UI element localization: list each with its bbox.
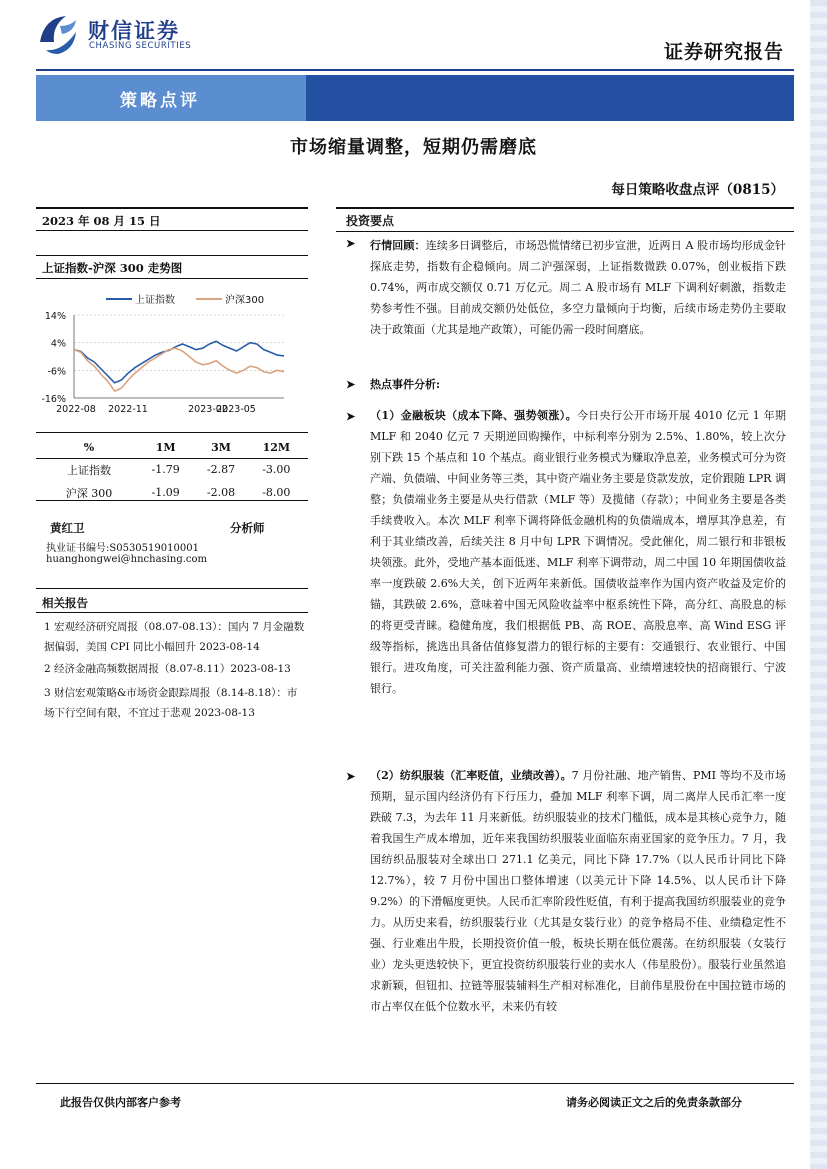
page-edge-strip [810,0,827,1169]
analyst-email: huanghongwei@hnchasing.com [46,554,208,565]
header-divider [36,69,794,71]
table-row [40,458,304,481]
series-line-shanghai-index [74,341,284,383]
table-header-rule [36,458,308,459]
table-cell: 沪深 300 [65,486,113,500]
analyst-certificate: 执业证书编号:S0530519010001 [46,543,199,554]
related-report-item: 1 宏观经济研究周报（08.07-08.13）：国内 7 月金融数据偏弱，美国 CPI 同比小幅回升 2023-08-14 [44,621,305,653]
market-review-paragraph [370,235,786,340]
market-review-text: 连续多日调整后，市场恐慌情绪已初步宣泄，近两日 A 股市场均形成金针探底走势，指数有企稳倾向。周二沪强深弱，上证指数微跌 0.07%，创业板指下跌 0.74%，两市成交额仅 0.71 万亿元。周二 A 股市场有 MLF 下调利好刺激，指数走势参考性不强。目前成交额仍处低位，多空力量倾向于均衡，后续市场走势仍主要取决于政策面（尤其是地产政策），可能仍需一段时间磨底。 [370,239,787,336]
report-category-banner: 策略点评 [120,91,200,111]
bullet-arrow-icon: ➤ [346,237,356,250]
table-header-cell: 1M [155,441,176,454]
table-top-rule [36,432,308,433]
footer-divider [36,1083,794,1084]
market-review-lead: 行情回顾： [370,239,426,252]
y-tick-label: -6% [47,366,66,378]
table-header-cell: 12M [262,441,291,454]
chart-title-rule [36,278,308,279]
footer-disclaimer-right: 请务必阅读正文之后的免责条款部分 [566,1096,742,1109]
table-cell: -1.09 [151,486,180,499]
bullet-arrow-icon: ➤ [346,410,356,423]
legend-label: 沪深300 [225,295,265,306]
chart-title: 上证指数-沪深 300 走势图 [42,261,183,275]
logo-chinese-name: 财信证券 [88,19,180,43]
related-title-rule [36,612,308,613]
bullet-arrow-icon: ➤ [346,378,356,391]
company-logo-icon [36,12,80,56]
table-cell: -8.00 [262,486,291,499]
textile-sector-lead: （2）纺织服装（汇率贬值，业绩改善）。 [370,769,572,782]
table-header-row [40,437,304,458]
analyst-name: 黄红卫 [50,521,85,535]
y-tick-label: 14% [44,311,66,322]
report-date: 2023 年 08 月 15 日 [42,214,161,228]
table-cell: -2.08 [206,486,236,499]
table-cell: -2.87 [206,463,236,476]
table-cell: -3.00 [262,463,291,476]
legend-label: 上证指数 [135,295,175,306]
left-date-rule [36,230,308,231]
series-line-hs300 [74,348,284,391]
report-type-label: 证券研究报告 [663,41,784,63]
left-top-rule [36,207,308,209]
analyst-role: 分析师 [230,521,265,535]
table-bottom-rule [36,500,308,501]
y-tick-label: 4% [50,338,66,350]
chart-top-rule [36,255,308,256]
footer-disclaimer-left: 此报告仅供内部客户参考 [60,1096,181,1109]
index-trend-chart [36,284,308,420]
right-top-rule [336,207,794,209]
table-cell: 上证指数 [67,463,111,477]
right-title-rule [336,231,794,232]
hot-events-title: 热点事件分析: [370,378,441,391]
table-cell: -1.79 [151,463,180,476]
x-tick-label: 2022-08 [56,404,96,415]
textile-sector-paragraph [370,765,786,1017]
x-tick-label: 2022-11 [108,404,148,415]
banner-dark-block [306,75,794,121]
performance-table [40,437,304,504]
logo-english-name: CHASING SECURITIES [89,41,192,51]
table-header-cell: % [83,441,95,454]
finance-sector-paragraph [370,405,786,699]
y-tick-label: -16% [41,394,66,405]
bullet-arrow-icon: ➤ [346,770,356,783]
related-reports-title: 相关报告 [42,596,88,610]
finance-sector-text: 今日央行公开市场开展 4010 亿元 1 年期 MLF 和 2040 亿元 7 天期逆回购操作，中标利率分别为 2.5%、1.80%，较上次分别下跌 15 个基点和 10 个基点。商业银行业务模式为赚取净息差，业务模式可分为资产端、负债端、中间业务等三类，其中资产端业务主要是贷款发放，定价跟随 LPR 调整；负债端业务主要是从央行借款（MLF 等）及揽储（存款）；中间业务主要是各类手续费收入。本次 MLF 利率下调将降低金融机构的负债端成本，增厚其净息差，有利于其业绩改善，后续关注 8 月中旬 LPR 下调情况。受此催化，周二银行和非银板块领涨。此外，受地产基本面低迷、MLF 利率下调带动，周二中国 10 年期国债收益率一度跌破 2.6%大关，创下近两年来新低。国债收益率作为国内资产收益及定价的锚，其跌破 2.6%，意味着中国无风险收益率中枢系统性下降，高分红、高股息的标的将更受青睐。稳健角度，我们根据低 PB、高 ROE、高股息率、高 Wind ESG 评级等指标，挑选出具备估值修复潜力的银行标的主要有：交通银行、农业银行、中国银行。进攻角度，可关注盈利能力强、资产质量高、业绩增速较快的招商银行、宁波银行。 [370,409,787,695]
finance-sector-lead: （1）金融板块（成本下降、强势领涨）。 [370,409,577,422]
textile-sector-text: 7 月份社融、地产销售、PMI 等均不及市场预期，显示国内经济仍有下行压力，叠加 MLF 利率下调，周二离岸人民币汇率一度跌破 7.3，为去年 11 月来新低。纺织服装业的技术门槛低，成本是其核心竞争力，随着我国生产成本增加，近年来我国纺织服装业面临东南亚国家的竞争压力。7 月，我国纺织品服装对全球出口 271.1 亿美元，同比下降 17.7%（以人民币计同比下降 12.7%），较 7 月份中国出口整体增速（以美元计下降 14.5%、以人民币计下降 9.2%）的下滑幅度更快。人民币汇率阶段性贬值，有利于提高我国纺织服装业的竞争力。从历史来看，纺织服装行业（尤其是女装行业）的竞争格局不佳、业绩稳定性不强、行业难出牛股，长期投资价值一般，板块长期在低位震荡。在纺织服装（女装行业）龙头更迭较快下，更宜投资纺织服装行业的卖水人（伟星股份）。服装行业虽然追求新颖，但钮扣、拉链等服装辅料生产相对标准化，目前伟星股份在中国拉链市场的市占率仅在低个位数水平，未来仍有较 [370,769,786,1013]
related-report-item: 2 经济金融高频数据周报（8.07-8.11）2023-08-13 [44,663,291,675]
report-subtitle: 每日策略收盘点评（0815） [611,182,784,198]
x-tick-label: 2023-02 [188,404,228,415]
key-points-title: 投资要点 [346,214,395,228]
table-header-cell: 3M [211,441,231,454]
related-top-rule [36,588,308,589]
related-report-item: 3 财信宏观策略&市场资金跟踪周报（8.14-8.18）：市场下行空间有限，不宜过于悲观 2023-08-13 [44,687,298,719]
report-title: 市场缩量调整，短期仍需磨底 [290,137,537,158]
x-tick-label: 2023-05 [216,404,256,415]
